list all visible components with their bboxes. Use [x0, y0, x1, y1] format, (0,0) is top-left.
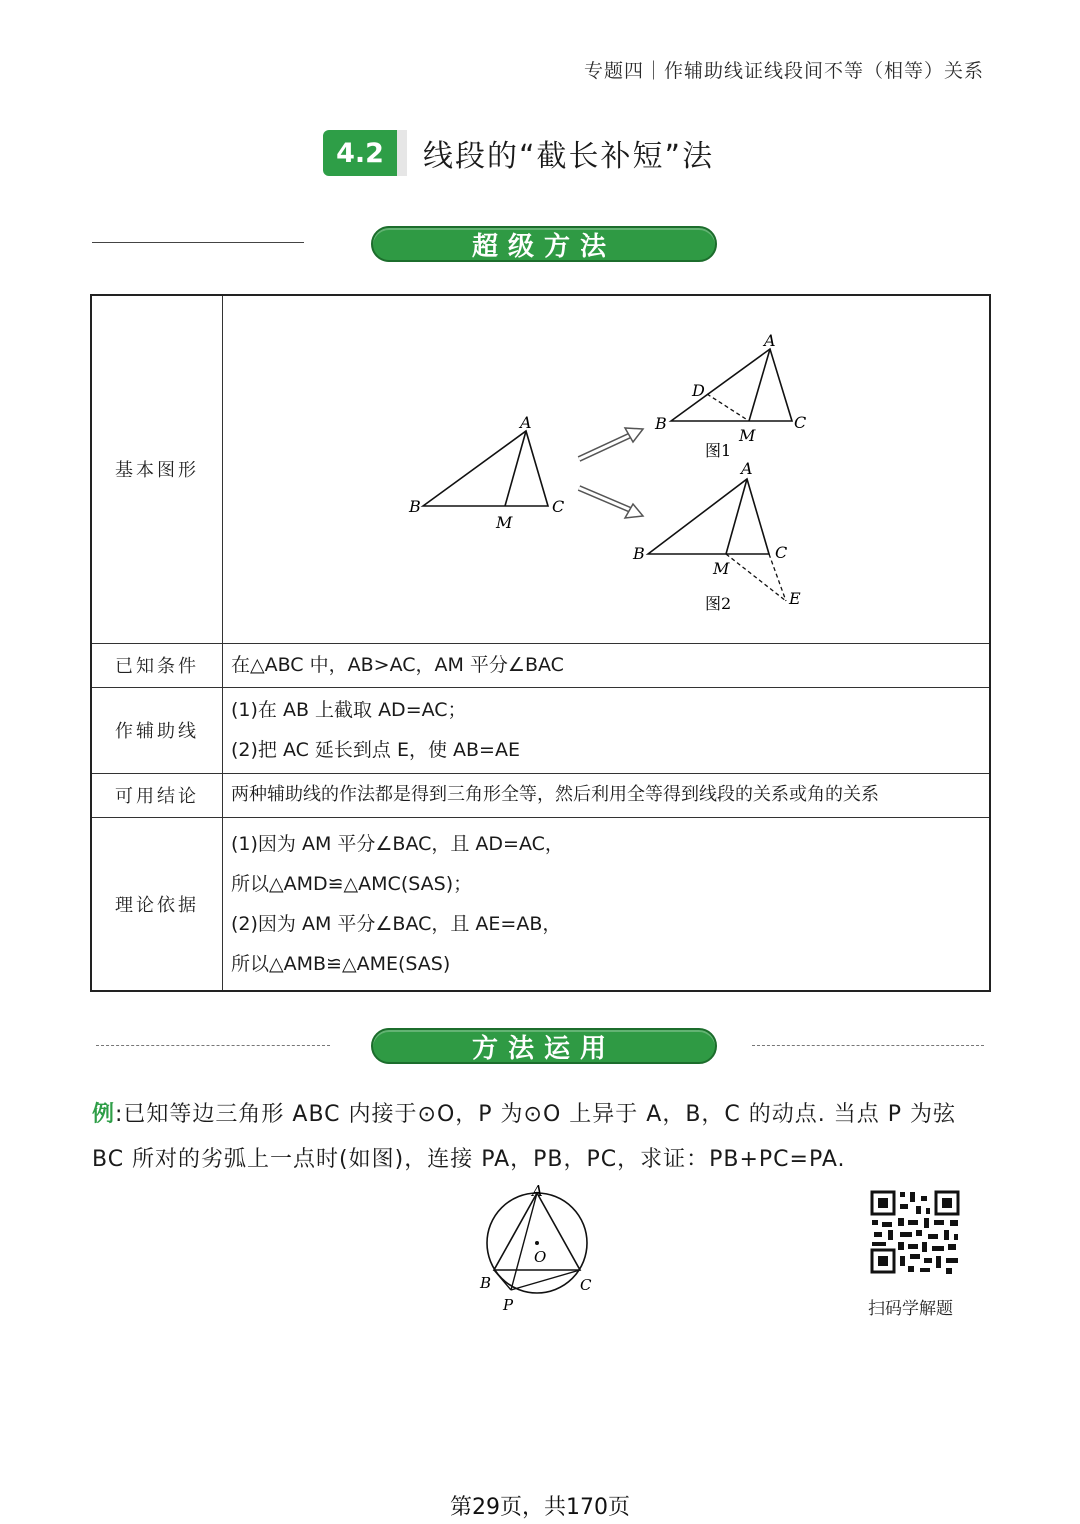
circle-label-p: P [503, 1296, 514, 1314]
basic-figure-cell [223, 295, 991, 643]
table-row-given [91, 643, 990, 687]
figure-1 [654, 331, 806, 460]
row-content-theory [223, 817, 991, 991]
example-problem [92, 1092, 992, 1182]
fig1-label-a: A [764, 331, 776, 351]
base-label-a: A [520, 413, 532, 433]
table-row-theory [91, 817, 990, 991]
application-banner: 方法运用 [371, 1028, 717, 1064]
fig1-label-m: M [739, 426, 756, 446]
base-label-b: B [409, 497, 421, 517]
qr-block [866, 1186, 966, 1319]
theory-line-3: (2)因为 AM 平分∠BAC，且 AE=AB， [231, 912, 562, 935]
section-number: 4.2 [323, 130, 397, 176]
row-label-given: 已知条件 [91, 643, 223, 687]
fig1-caption: 图1 [705, 441, 732, 461]
qr-caption: 扫码学解题 [868, 1299, 953, 1319]
theory-line-4: 所以△AMB≌△AME(SAS) [231, 952, 451, 975]
conclusion-line: 两种辅助线的作法都是得到三角形全等，然后利用全等得到线段的关系或角的关系 [231, 784, 879, 805]
table-row-auxiliary [91, 687, 990, 773]
section-title-text: 线段的“截长补短”法 [423, 139, 715, 174]
row-label-figure: 基本图形 [91, 295, 223, 643]
table-row-figure [91, 295, 990, 643]
fig2-caption: 图2 [705, 594, 732, 614]
row-content-auxiliary [223, 687, 991, 773]
fig1-label-c: C [794, 413, 807, 433]
arrow-to-fig2 [579, 488, 643, 518]
theory-line-2: 所以△AMD≌△AMC(SAS)； [231, 872, 473, 895]
given-line: 在△ABC 中，AB>AC，AM 平分∠BAC [231, 654, 564, 676]
row-content-conclusion [223, 773, 991, 817]
fig2-label-c: C [775, 543, 788, 563]
section-title [323, 130, 714, 176]
table-row-conclusion [91, 773, 990, 817]
application-rule-right [752, 1045, 984, 1046]
circle-label-b: B [480, 1274, 492, 1292]
auxiliary-line-1: (1)在 AB 上截取 AD=AC； [231, 699, 467, 721]
fig2-label-b: B [633, 544, 645, 564]
row-label-conclusion: 可用结论 [91, 773, 223, 817]
auxiliary-line-2: (2)把 AC 延长到点 E，使 AB=AE [231, 739, 520, 761]
arrow-to-fig1 [579, 428, 643, 459]
row-content-given [223, 643, 991, 687]
basic-figure-diagram [223, 296, 989, 642]
theory-line-1: (1)因为 AM 平分∠BAC，且 AD=AC， [231, 832, 564, 855]
circle-label-c: C [580, 1276, 592, 1294]
method-table [90, 294, 991, 992]
circle-label-a: A [532, 1182, 543, 1200]
section-title-accent [397, 130, 407, 176]
fig2-label-e: E [789, 589, 801, 609]
example-text: :已知等边三角形 ABC 内接于⊙O，P 为⊙O 上异于 A，B，C 的动点. 当点 P 为弦 BC 所对的劣弧上一点时(如图)，连接 PA，PB，PC，求证：PB+PC=PA. [92, 1102, 957, 1172]
qr-code-icon[interactable] [866, 1186, 964, 1278]
example-label: 例 [92, 1102, 116, 1127]
running-header: 专题四｜作辅助线证线段间不等（相等）关系 [583, 60, 984, 82]
fig1-label-d: D [692, 381, 705, 401]
base-triangle [408, 413, 564, 532]
banner-rule-left [92, 242, 304, 243]
method-banner: 超级方法 [371, 226, 717, 262]
base-label-m: M [496, 513, 513, 533]
circle-figure [476, 1182, 606, 1314]
application-rule-left [96, 1045, 330, 1046]
fig2-label-m: M [713, 559, 730, 579]
fig2-label-a: A [741, 459, 753, 479]
circle-label-o: O [534, 1248, 547, 1266]
figure-2 [632, 459, 801, 613]
page-footer: 第29页，共170页 [450, 1495, 630, 1520]
row-label-theory: 理论依据 [91, 817, 223, 991]
fig1-label-b: B [655, 414, 667, 434]
row-label-auxiliary: 作辅助线 [91, 687, 223, 773]
base-label-c: C [552, 497, 565, 517]
